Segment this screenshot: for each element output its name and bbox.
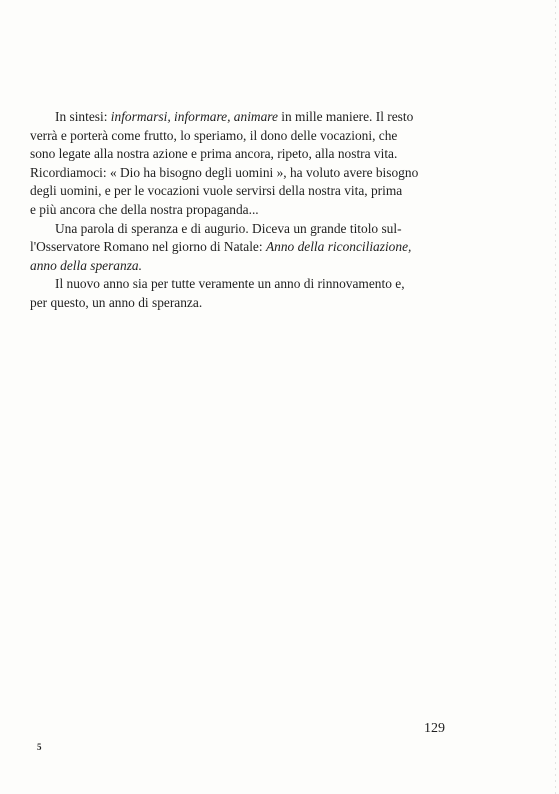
paragraph-3-line-1: Il nuovo anno sia per tutte veramente un anno di rinnovamento e,: [55, 276, 405, 292]
paragraph-2-line-1: Una parola di speranza e di augurio. Diceva un grande titolo sul-: [55, 220, 402, 236]
paragraph-1-line-3: sono legate alla nostra azione e prima ancora, ripeto, alla nostra vita.: [30, 146, 398, 162]
paragraph-1-line-5: degli uomini, e per le vocazioni vuole servirsi della nostra vita, prima: [30, 183, 403, 199]
page-body: [30, 108, 449, 313]
paragraph-2-line-3: [30, 257, 449, 276]
paragraph-1-line-2: verrà e porterà come frutto, lo speriamo, il dono delle vocazioni, che: [30, 127, 398, 143]
paragraph-3-line-2: per questo, un anno di speranza.: [30, 294, 203, 310]
paragraph-1-line-4: Ricordiamoci: « Dio ha bisogno degli uomini », ha voluto avere bisogno: [30, 164, 419, 180]
paragraph-1-line-1: In sintesi: informarsi, informare, animare in mille maniere. Il resto: [55, 109, 414, 124]
emphasis-informarsi: informarsi, informare, animare: [110, 109, 278, 124]
emphasis-anno-speranza: anno della speranza.: [30, 257, 142, 273]
paragraph-1: [30, 108, 449, 220]
signature-mark: 5: [37, 742, 42, 752]
emphasis-anno-riconciliazione: Anno della riconciliazione,: [265, 239, 412, 255]
paragraph-2-line-2: l'Osservatore Romano nel giorno di Natale: Anno della riconciliazione,: [30, 239, 412, 255]
scan-edge-artifact: [555, 0, 556, 794]
page-number: 129: [424, 721, 445, 736]
paragraph-3: [30, 275, 449, 312]
paragraph-2: [30, 220, 449, 276]
paragraph-1-line-6: e più ancora che della nostra propaganda...: [30, 201, 259, 217]
